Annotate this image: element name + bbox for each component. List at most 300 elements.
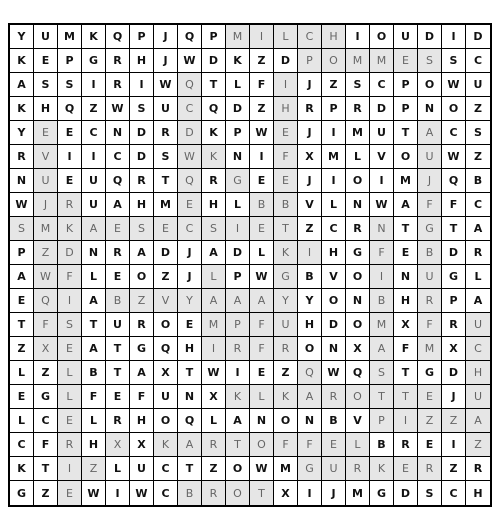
- grid-cell[interactable]: B: [370, 289, 394, 313]
- grid-cell[interactable]: R: [394, 433, 418, 457]
- grid-cell[interactable]: E: [418, 385, 442, 409]
- grid-cell[interactable]: R: [274, 337, 298, 361]
- grid-cell[interactable]: L: [226, 73, 250, 97]
- grid-cell[interactable]: Z: [322, 73, 346, 97]
- grid-cell[interactable]: S: [130, 97, 154, 121]
- grid-cell[interactable]: G: [346, 241, 370, 265]
- grid-cell[interactable]: G: [298, 457, 322, 481]
- grid-cell[interactable]: T: [274, 217, 298, 241]
- grid-cell[interactable]: K: [202, 121, 226, 145]
- grid-cell[interactable]: E: [274, 169, 298, 193]
- grid-cell[interactable]: W: [250, 457, 274, 481]
- grid-cell[interactable]: L: [202, 265, 226, 289]
- grid-cell[interactable]: Z: [82, 457, 106, 481]
- grid-cell[interactable]: Z: [202, 457, 226, 481]
- grid-cell[interactable]: E: [10, 385, 34, 409]
- grid-cell[interactable]: L: [346, 145, 370, 169]
- grid-cell[interactable]: B: [106, 289, 130, 313]
- grid-cell[interactable]: A: [466, 409, 490, 433]
- grid-cell[interactable]: T: [394, 385, 418, 409]
- grid-cell[interactable]: J: [178, 265, 202, 289]
- grid-cell[interactable]: M: [346, 121, 370, 145]
- grid-cell[interactable]: H: [202, 193, 226, 217]
- grid-cell[interactable]: C: [178, 217, 202, 241]
- grid-cell[interactable]: O: [394, 145, 418, 169]
- grid-cell[interactable]: W: [178, 145, 202, 169]
- grid-cell[interactable]: R: [346, 457, 370, 481]
- grid-cell[interactable]: F: [370, 241, 394, 265]
- grid-cell[interactable]: C: [82, 121, 106, 145]
- grid-cell[interactable]: G: [10, 481, 34, 505]
- grid-cell[interactable]: K: [274, 241, 298, 265]
- grid-cell[interactable]: L: [346, 433, 370, 457]
- grid-cell[interactable]: S: [154, 145, 178, 169]
- grid-cell[interactable]: P: [370, 409, 394, 433]
- grid-cell[interactable]: X: [394, 313, 418, 337]
- grid-cell[interactable]: C: [106, 145, 130, 169]
- grid-cell[interactable]: N: [10, 169, 34, 193]
- grid-cell[interactable]: W: [10, 193, 34, 217]
- grid-cell[interactable]: L: [10, 409, 34, 433]
- grid-cell[interactable]: I: [82, 73, 106, 97]
- grid-cell[interactable]: T: [82, 313, 106, 337]
- grid-cell[interactable]: W: [250, 265, 274, 289]
- grid-cell[interactable]: A: [298, 385, 322, 409]
- grid-cell[interactable]: N: [82, 241, 106, 265]
- grid-cell[interactable]: O: [346, 169, 370, 193]
- grid-cell[interactable]: D: [226, 97, 250, 121]
- grid-cell[interactable]: I: [322, 121, 346, 145]
- grid-cell[interactable]: U: [130, 457, 154, 481]
- grid-cell[interactable]: P: [322, 97, 346, 121]
- grid-cell[interactable]: E: [394, 49, 418, 73]
- grid-cell[interactable]: C: [10, 433, 34, 457]
- grid-cell[interactable]: F: [274, 433, 298, 457]
- grid-cell[interactable]: E: [58, 481, 82, 505]
- grid-cell[interactable]: P: [394, 73, 418, 97]
- grid-cell[interactable]: P: [442, 289, 466, 313]
- grid-cell[interactable]: H: [82, 433, 106, 457]
- grid-cell[interactable]: K: [226, 385, 250, 409]
- grid-cell[interactable]: X: [274, 481, 298, 505]
- grid-cell[interactable]: I: [106, 481, 130, 505]
- grid-cell[interactable]: K: [154, 433, 178, 457]
- grid-cell[interactable]: D: [178, 121, 202, 145]
- grid-cell[interactable]: G: [370, 481, 394, 505]
- grid-cell[interactable]: T: [34, 457, 58, 481]
- grid-cell[interactable]: Z: [250, 49, 274, 73]
- grid-cell[interactable]: R: [466, 241, 490, 265]
- grid-cell[interactable]: B: [466, 169, 490, 193]
- grid-cell[interactable]: Y: [298, 289, 322, 313]
- grid-cell[interactable]: H: [130, 409, 154, 433]
- grid-cell[interactable]: W: [202, 361, 226, 385]
- grid-cell[interactable]: R: [418, 457, 442, 481]
- grid-cell[interactable]: B: [82, 361, 106, 385]
- grid-cell[interactable]: Z: [82, 97, 106, 121]
- grid-cell[interactable]: A: [130, 241, 154, 265]
- grid-cell[interactable]: Q: [34, 289, 58, 313]
- grid-cell[interactable]: I: [442, 433, 466, 457]
- grid-cell[interactable]: P: [202, 25, 226, 49]
- grid-cell[interactable]: F: [274, 145, 298, 169]
- grid-cell[interactable]: E: [106, 385, 130, 409]
- grid-cell[interactable]: C: [322, 217, 346, 241]
- grid-cell[interactable]: R: [322, 385, 346, 409]
- grid-cell[interactable]: I: [58, 457, 82, 481]
- grid-cell[interactable]: M: [418, 337, 442, 361]
- grid-cell[interactable]: G: [418, 217, 442, 241]
- grid-cell[interactable]: Q: [178, 25, 202, 49]
- grid-cell[interactable]: M: [58, 25, 82, 49]
- grid-cell[interactable]: O: [274, 409, 298, 433]
- grid-cell[interactable]: R: [418, 289, 442, 313]
- grid-cell[interactable]: N: [322, 337, 346, 361]
- grid-cell[interactable]: V: [298, 193, 322, 217]
- grid-cell[interactable]: S: [130, 217, 154, 241]
- grid-cell[interactable]: Z: [466, 97, 490, 121]
- grid-cell[interactable]: C: [34, 409, 58, 433]
- grid-cell[interactable]: G: [130, 337, 154, 361]
- grid-cell[interactable]: S: [346, 73, 370, 97]
- grid-cell[interactable]: H: [298, 313, 322, 337]
- grid-cell[interactable]: Z: [34, 361, 58, 385]
- grid-cell[interactable]: R: [130, 313, 154, 337]
- grid-cell[interactable]: L: [10, 361, 34, 385]
- grid-cell[interactable]: I: [58, 145, 82, 169]
- grid-cell[interactable]: I: [250, 145, 274, 169]
- grid-cell[interactable]: H: [274, 97, 298, 121]
- grid-cell[interactable]: O: [130, 265, 154, 289]
- grid-cell[interactable]: E: [154, 217, 178, 241]
- grid-cell[interactable]: K: [226, 49, 250, 73]
- grid-cell[interactable]: O: [250, 433, 274, 457]
- grid-cell[interactable]: O: [442, 97, 466, 121]
- grid-cell[interactable]: T: [250, 481, 274, 505]
- grid-cell[interactable]: D: [442, 361, 466, 385]
- grid-cell[interactable]: D: [322, 313, 346, 337]
- grid-cell[interactable]: U: [154, 97, 178, 121]
- grid-cell[interactable]: N: [346, 289, 370, 313]
- grid-cell[interactable]: E: [58, 409, 82, 433]
- grid-cell[interactable]: F: [418, 313, 442, 337]
- grid-cell[interactable]: H: [322, 241, 346, 265]
- grid-cell[interactable]: O: [346, 313, 370, 337]
- grid-cell[interactable]: W: [370, 193, 394, 217]
- grid-cell[interactable]: C: [466, 193, 490, 217]
- grid-cell[interactable]: O: [418, 73, 442, 97]
- grid-cell[interactable]: E: [274, 121, 298, 145]
- grid-cell[interactable]: X: [106, 433, 130, 457]
- grid-cell[interactable]: T: [106, 361, 130, 385]
- grid-cell[interactable]: L: [58, 361, 82, 385]
- grid-cell[interactable]: N: [298, 409, 322, 433]
- grid-cell[interactable]: R: [226, 337, 250, 361]
- grid-cell[interactable]: I: [298, 241, 322, 265]
- grid-cell[interactable]: Y: [178, 289, 202, 313]
- grid-cell[interactable]: H: [178, 337, 202, 361]
- grid-cell[interactable]: E: [58, 337, 82, 361]
- grid-cell[interactable]: Q: [442, 169, 466, 193]
- grid-cell[interactable]: H: [466, 361, 490, 385]
- grid-cell[interactable]: U: [322, 457, 346, 481]
- grid-cell[interactable]: D: [154, 241, 178, 265]
- grid-cell[interactable]: Q: [298, 361, 322, 385]
- grid-cell[interactable]: P: [10, 241, 34, 265]
- grid-cell[interactable]: Z: [466, 145, 490, 169]
- grid-cell[interactable]: N: [394, 265, 418, 289]
- grid-cell[interactable]: Z: [154, 265, 178, 289]
- grid-cell[interactable]: E: [178, 313, 202, 337]
- grid-cell[interactable]: D: [202, 49, 226, 73]
- grid-cell[interactable]: Q: [178, 73, 202, 97]
- grid-cell[interactable]: X: [154, 361, 178, 385]
- grid-cell[interactable]: V: [370, 145, 394, 169]
- grid-cell[interactable]: T: [442, 217, 466, 241]
- grid-cell[interactable]: U: [82, 169, 106, 193]
- grid-cell[interactable]: I: [298, 481, 322, 505]
- grid-cell[interactable]: A: [82, 217, 106, 241]
- grid-cell[interactable]: Z: [466, 433, 490, 457]
- grid-cell[interactable]: Z: [298, 217, 322, 241]
- grid-cell[interactable]: W: [82, 481, 106, 505]
- grid-cell[interactable]: F: [442, 193, 466, 217]
- grid-cell[interactable]: Y: [10, 121, 34, 145]
- grid-cell[interactable]: U: [466, 385, 490, 409]
- grid-cell[interactable]: F: [58, 265, 82, 289]
- grid-cell[interactable]: A: [226, 409, 250, 433]
- grid-cell[interactable]: F: [34, 313, 58, 337]
- grid-cell[interactable]: R: [10, 145, 34, 169]
- grid-cell[interactable]: E: [10, 289, 34, 313]
- grid-cell[interactable]: H: [130, 193, 154, 217]
- grid-cell[interactable]: U: [466, 73, 490, 97]
- grid-cell[interactable]: R: [202, 481, 226, 505]
- grid-cell[interactable]: N: [418, 97, 442, 121]
- grid-cell[interactable]: G: [34, 385, 58, 409]
- grid-cell[interactable]: U: [418, 145, 442, 169]
- grid-cell[interactable]: J: [418, 169, 442, 193]
- grid-cell[interactable]: E: [178, 193, 202, 217]
- grid-cell[interactable]: K: [58, 217, 82, 241]
- grid-cell[interactable]: R: [202, 433, 226, 457]
- grid-cell[interactable]: A: [10, 265, 34, 289]
- grid-cell[interactable]: B: [178, 481, 202, 505]
- grid-cell[interactable]: W: [154, 73, 178, 97]
- grid-cell[interactable]: G: [82, 49, 106, 73]
- grid-cell[interactable]: O: [226, 457, 250, 481]
- grid-cell[interactable]: J: [298, 169, 322, 193]
- grid-cell[interactable]: T: [106, 337, 130, 361]
- grid-cell[interactable]: Y: [10, 25, 34, 49]
- grid-cell[interactable]: R: [154, 121, 178, 145]
- grid-cell[interactable]: M: [154, 193, 178, 217]
- grid-cell[interactable]: I: [82, 145, 106, 169]
- grid-cell[interactable]: V: [346, 409, 370, 433]
- grid-cell[interactable]: I: [346, 25, 370, 49]
- grid-cell[interactable]: H: [34, 97, 58, 121]
- grid-cell[interactable]: C: [370, 73, 394, 97]
- grid-cell[interactable]: Z: [442, 457, 466, 481]
- grid-cell[interactable]: E: [322, 433, 346, 457]
- grid-cell[interactable]: X: [346, 337, 370, 361]
- grid-cell[interactable]: C: [466, 49, 490, 73]
- grid-cell[interactable]: T: [394, 361, 418, 385]
- grid-cell[interactable]: O: [226, 481, 250, 505]
- grid-cell[interactable]: F: [298, 433, 322, 457]
- grid-cell[interactable]: U: [370, 121, 394, 145]
- grid-cell[interactable]: Z: [34, 481, 58, 505]
- grid-cell[interactable]: N: [346, 193, 370, 217]
- grid-cell[interactable]: J: [154, 49, 178, 73]
- grid-cell[interactable]: J: [178, 241, 202, 265]
- grid-cell[interactable]: W: [34, 265, 58, 289]
- grid-cell[interactable]: R: [202, 169, 226, 193]
- grid-cell[interactable]: W: [442, 145, 466, 169]
- grid-cell[interactable]: A: [370, 337, 394, 361]
- grid-cell[interactable]: I: [394, 409, 418, 433]
- grid-cell[interactable]: T: [202, 73, 226, 97]
- grid-cell[interactable]: B: [322, 409, 346, 433]
- grid-cell[interactable]: L: [322, 193, 346, 217]
- grid-cell[interactable]: T: [394, 217, 418, 241]
- grid-cell[interactable]: O: [322, 289, 346, 313]
- grid-cell[interactable]: J: [322, 481, 346, 505]
- grid-cell[interactable]: S: [58, 313, 82, 337]
- grid-cell[interactable]: G: [226, 169, 250, 193]
- grid-cell[interactable]: K: [10, 457, 34, 481]
- grid-cell[interactable]: J: [298, 73, 322, 97]
- grid-cell[interactable]: E: [394, 241, 418, 265]
- grid-cell[interactable]: R: [58, 193, 82, 217]
- grid-cell[interactable]: S: [10, 217, 34, 241]
- grid-cell[interactable]: E: [250, 217, 274, 241]
- grid-cell[interactable]: L: [202, 409, 226, 433]
- grid-cell[interactable]: A: [82, 337, 106, 361]
- grid-cell[interactable]: L: [250, 385, 274, 409]
- grid-cell[interactable]: E: [250, 361, 274, 385]
- grid-cell[interactable]: N: [106, 121, 130, 145]
- grid-cell[interactable]: Q: [58, 97, 82, 121]
- grid-cell[interactable]: E: [106, 217, 130, 241]
- grid-cell[interactable]: P: [394, 97, 418, 121]
- grid-cell[interactable]: Q: [178, 409, 202, 433]
- grid-cell[interactable]: X: [298, 145, 322, 169]
- grid-cell[interactable]: I: [322, 169, 346, 193]
- grid-cell[interactable]: M: [346, 49, 370, 73]
- grid-cell[interactable]: Z: [10, 337, 34, 361]
- grid-cell[interactable]: M: [370, 49, 394, 73]
- grid-cell[interactable]: R: [346, 97, 370, 121]
- grid-cell[interactable]: Q: [106, 25, 130, 49]
- grid-cell[interactable]: P: [226, 121, 250, 145]
- grid-cell[interactable]: W: [322, 361, 346, 385]
- grid-cell[interactable]: D: [130, 121, 154, 145]
- grid-cell[interactable]: M: [226, 25, 250, 49]
- grid-cell[interactable]: H: [130, 49, 154, 73]
- grid-cell[interactable]: L: [82, 409, 106, 433]
- grid-cell[interactable]: O: [346, 385, 370, 409]
- grid-cell[interactable]: S: [370, 361, 394, 385]
- grid-cell[interactable]: J: [154, 25, 178, 49]
- grid-cell[interactable]: R: [106, 49, 130, 73]
- grid-cell[interactable]: A: [10, 73, 34, 97]
- grid-cell[interactable]: Z: [418, 409, 442, 433]
- grid-cell[interactable]: F: [250, 313, 274, 337]
- grid-cell[interactable]: I: [370, 169, 394, 193]
- grid-cell[interactable]: I: [226, 361, 250, 385]
- grid-cell[interactable]: T: [226, 433, 250, 457]
- grid-cell[interactable]: N: [250, 409, 274, 433]
- grid-cell[interactable]: P: [58, 49, 82, 73]
- grid-cell[interactable]: X: [34, 337, 58, 361]
- grid-cell[interactable]: L: [274, 25, 298, 49]
- grid-cell[interactable]: O: [322, 49, 346, 73]
- grid-cell[interactable]: V: [322, 265, 346, 289]
- grid-cell[interactable]: W: [178, 49, 202, 73]
- grid-cell[interactable]: R: [106, 409, 130, 433]
- grid-cell[interactable]: L: [466, 265, 490, 289]
- grid-cell[interactable]: Z: [442, 409, 466, 433]
- grid-cell[interactable]: T: [178, 457, 202, 481]
- grid-cell[interactable]: D: [394, 481, 418, 505]
- grid-cell[interactable]: A: [466, 289, 490, 313]
- grid-cell[interactable]: E: [58, 121, 82, 145]
- grid-cell[interactable]: I: [226, 217, 250, 241]
- grid-cell[interactable]: E: [34, 49, 58, 73]
- grid-cell[interactable]: L: [106, 457, 130, 481]
- grid-cell[interactable]: W: [442, 73, 466, 97]
- grid-cell[interactable]: K: [82, 25, 106, 49]
- grid-cell[interactable]: J: [34, 193, 58, 217]
- grid-cell[interactable]: L: [250, 241, 274, 265]
- grid-cell[interactable]: S: [202, 217, 226, 241]
- grid-cell[interactable]: B: [418, 241, 442, 265]
- grid-cell[interactable]: E: [250, 169, 274, 193]
- grid-cell[interactable]: U: [106, 313, 130, 337]
- grid-cell[interactable]: P: [298, 49, 322, 73]
- grid-cell[interactable]: U: [82, 193, 106, 217]
- grid-cell[interactable]: T: [154, 169, 178, 193]
- grid-cell[interactable]: U: [154, 385, 178, 409]
- grid-cell[interactable]: D: [442, 241, 466, 265]
- grid-cell[interactable]: I: [442, 25, 466, 49]
- grid-cell[interactable]: P: [130, 25, 154, 49]
- grid-cell[interactable]: U: [466, 313, 490, 337]
- grid-cell[interactable]: C: [298, 25, 322, 49]
- grid-cell[interactable]: D: [418, 25, 442, 49]
- grid-cell[interactable]: M: [34, 217, 58, 241]
- grid-cell[interactable]: S: [466, 121, 490, 145]
- grid-cell[interactable]: A: [202, 241, 226, 265]
- grid-cell[interactable]: A: [418, 121, 442, 145]
- grid-cell[interactable]: M: [394, 169, 418, 193]
- grid-cell[interactable]: R: [466, 457, 490, 481]
- grid-cell[interactable]: L: [58, 385, 82, 409]
- grid-cell[interactable]: X: [202, 385, 226, 409]
- grid-cell[interactable]: S: [58, 73, 82, 97]
- grid-cell[interactable]: N: [178, 385, 202, 409]
- grid-cell[interactable]: E: [394, 457, 418, 481]
- grid-cell[interactable]: R: [130, 169, 154, 193]
- grid-cell[interactable]: I: [202, 337, 226, 361]
- grid-cell[interactable]: G: [274, 265, 298, 289]
- grid-cell[interactable]: U: [394, 25, 418, 49]
- grid-cell[interactable]: T: [178, 361, 202, 385]
- grid-cell[interactable]: B: [370, 433, 394, 457]
- grid-cell[interactable]: B: [298, 265, 322, 289]
- grid-cell[interactable]: I: [274, 73, 298, 97]
